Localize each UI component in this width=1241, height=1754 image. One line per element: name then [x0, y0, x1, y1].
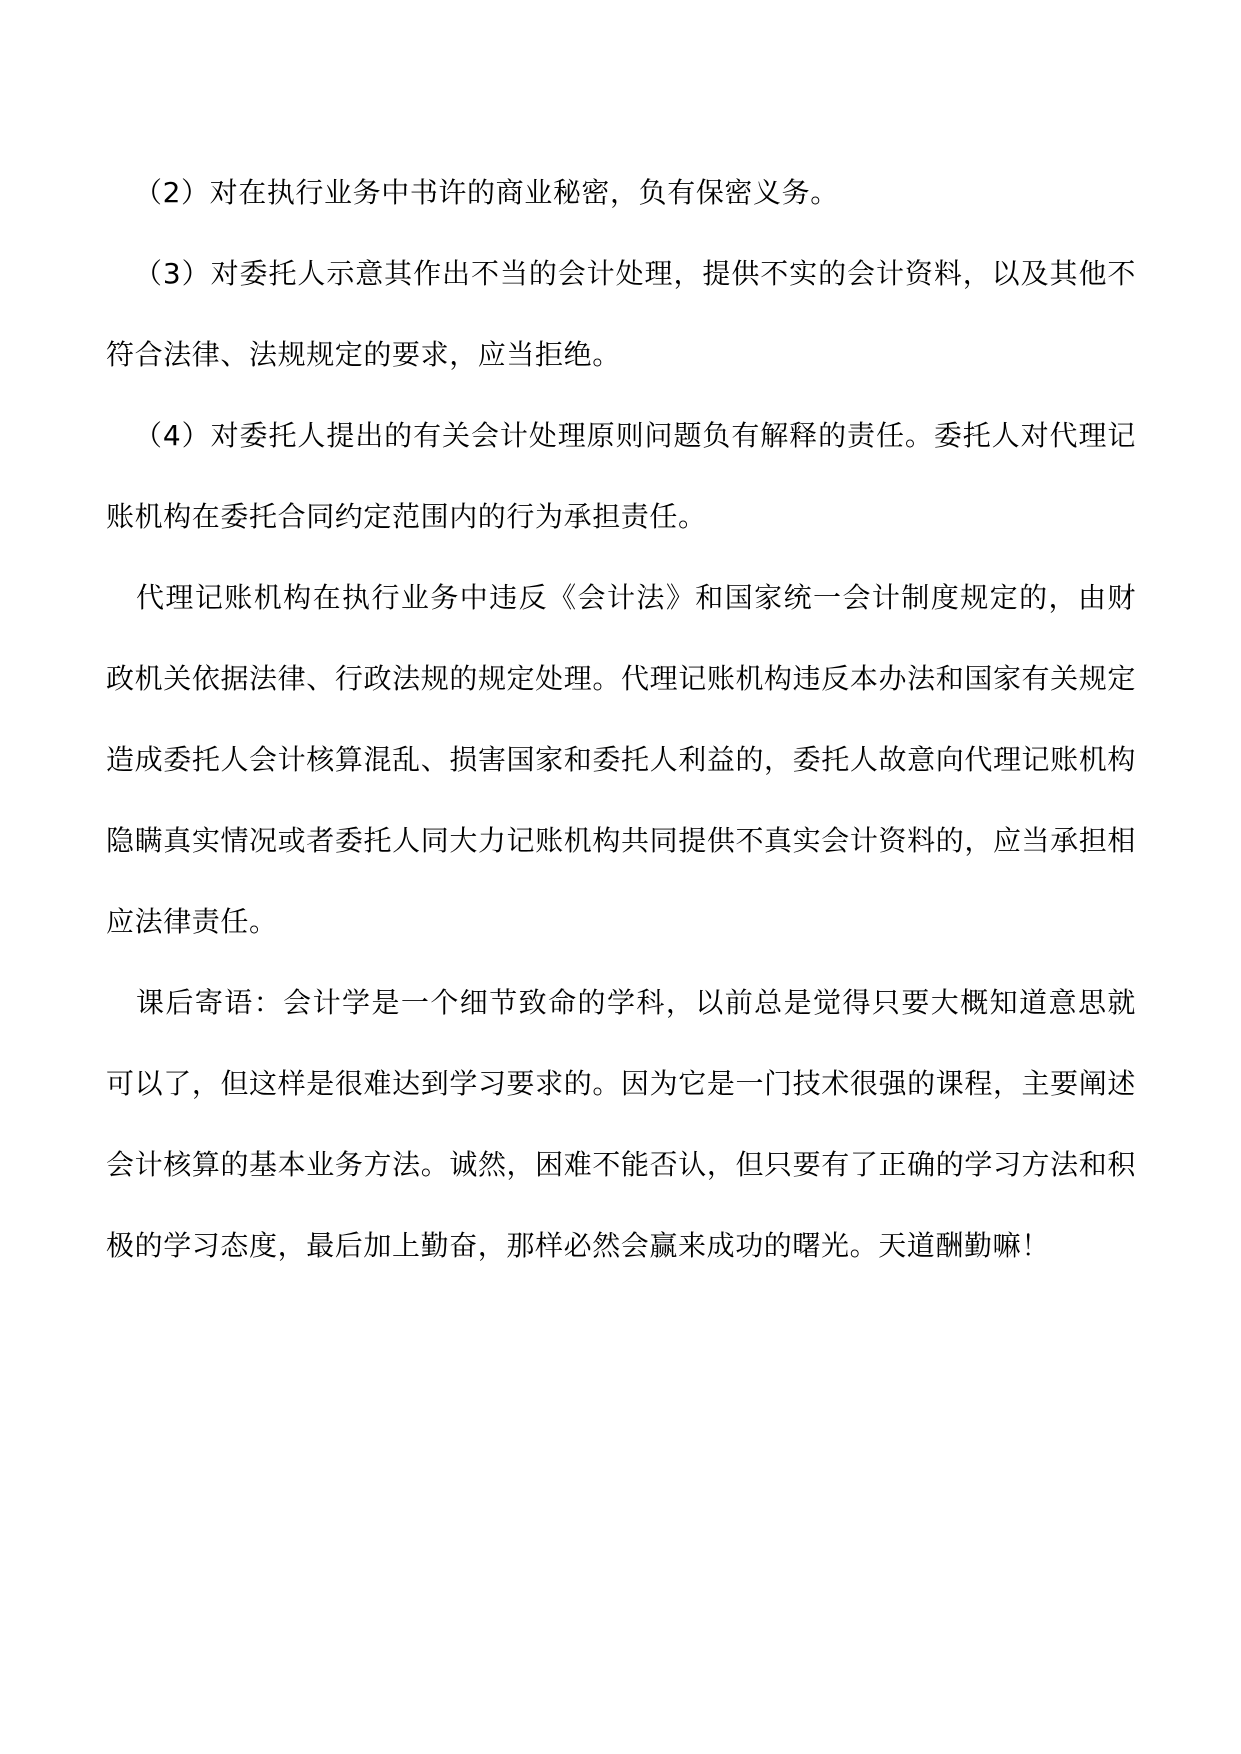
- paragraph-item-2: （2）对在执行业务中书许的商业秘密，负有保密义务。: [134, 176, 839, 209]
- paragraph-item-4: （4）对委托人提出的有关会计处理原则问题负有解释的责任。委托人对代理记账机构在委托合同约定范围内的行为承担责任。: [106, 419, 1136, 533]
- paragraph-legal-liability: 代理记账机构在执行业务中违反《会计法》和国家统一会计制度规定的，由财政机关依据法律、行政法规的规定处理。代理记账机构违反本办法和国家有关规定造成委托人会计核算混乱、损害国家和委托人利益的，委托人故意向代理记账机构隐瞒真实情况或者委托人同大力记账机构共同提供不真实会计资料的，应当承担相应法律责任。: [106, 581, 1136, 938]
- document-page: [106, 152, 1136, 1286]
- paragraph-item-3: （3）对委托人示意其作出不当的会计处理，提供不实的会计资料，以及其他不符合法律、法规规定的要求，应当拒绝。: [106, 257, 1136, 371]
- paragraph-afterword: 课后寄语：会计学是一个细节致命的学科，以前总是觉得只要大概知道意思就可以了，但这样是很难达到学习要求的。因为它是一门技术很强的课程，主要阐述会计核算的基本业务方法。诚然，困难不能否认，但只要有了正确的学习方法和积极的学习态度，最后加上勤奋，那样必然会赢来成功的曙光。天道酬勤嘛！: [106, 986, 1136, 1262]
